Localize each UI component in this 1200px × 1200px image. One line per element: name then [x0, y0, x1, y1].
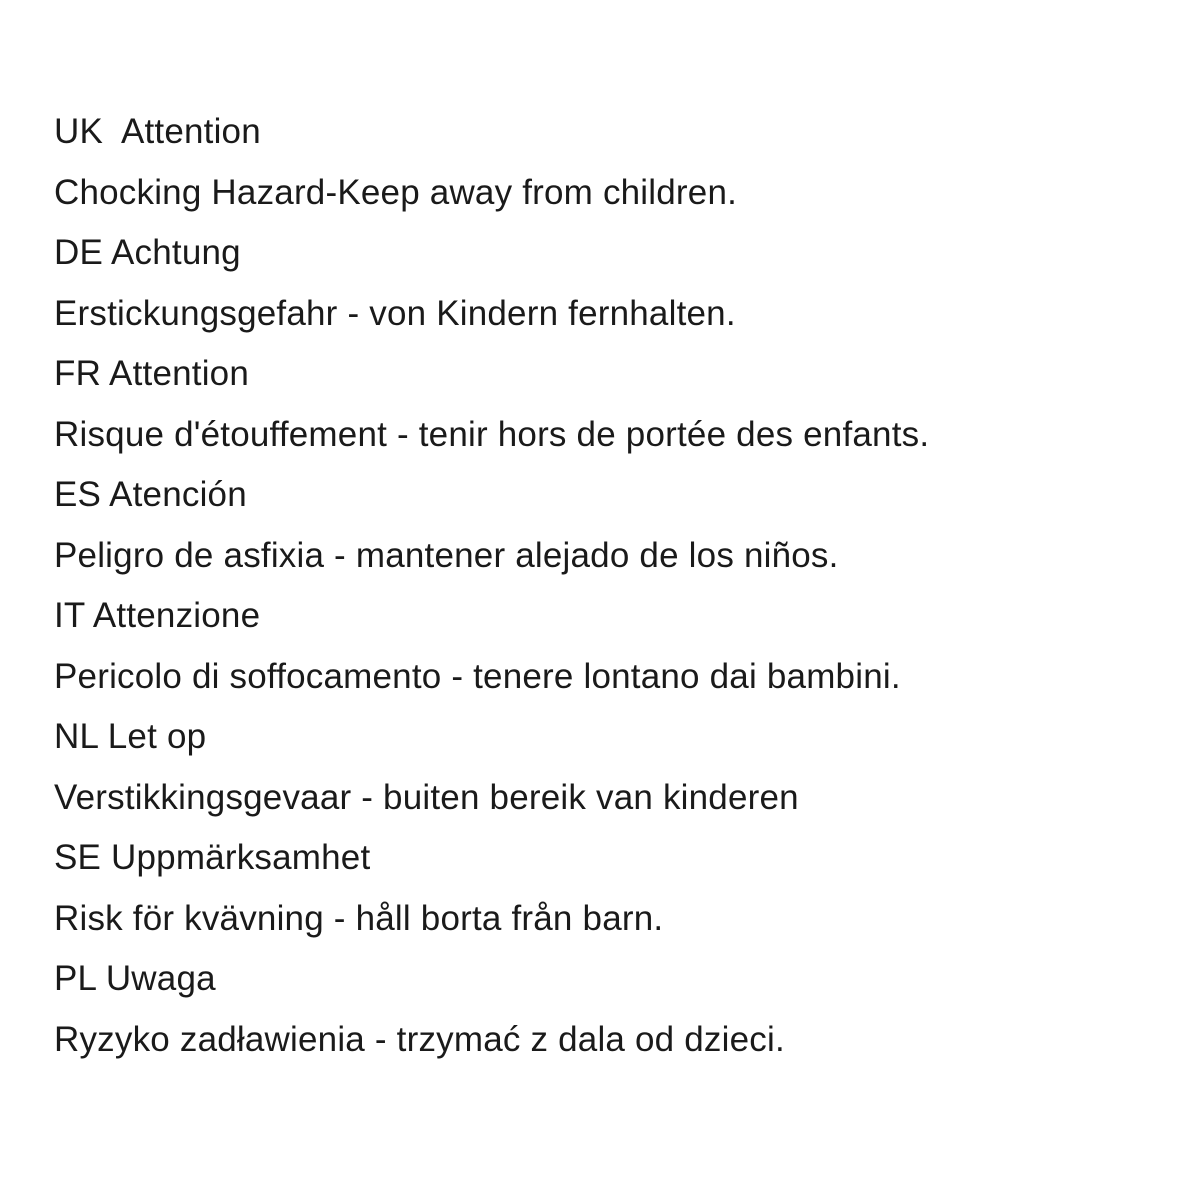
warning-heading-uk: UK Attention	[54, 112, 261, 151]
warning-message-de: Erstickungsgefahr - von Kindern fernhalten.	[54, 294, 736, 333]
warning-message-es: Peligro de asfixia - mantener alejado de los niños.	[54, 536, 839, 575]
warning-message-se: Risk för kvävning - håll borta från barn.	[54, 899, 664, 938]
warning-heading-fr: FR Attention	[54, 354, 250, 393]
warning-list	[54, 112, 1174, 1080]
warning-message-it: Pericolo di soffocamento - tenere lontano dai bambini.	[54, 657, 901, 696]
warning-heading-de: DE Achtung	[54, 233, 241, 272]
warning-message-nl: Verstikkingsgevaar - buiten bereik van kinderen	[54, 778, 799, 817]
warning-heading-es: ES Atención	[54, 475, 247, 514]
warning-message-fr: Risque d'étouffement - tenir hors de portée des enfants.	[54, 415, 930, 454]
warning-heading-it: IT Attenzione	[54, 596, 261, 635]
warning-message-pl: Ryzyko zadławienia - trzymać z dala od dzieci.	[54, 1020, 785, 1059]
warning-heading-pl: PL Uwaga	[54, 959, 216, 998]
warning-heading-nl: NL Let op	[54, 717, 207, 756]
warning-message-uk: Chocking Hazard-Keep away from children.	[54, 173, 738, 212]
warning-heading-se: SE Uppmärksamhet	[54, 838, 371, 877]
